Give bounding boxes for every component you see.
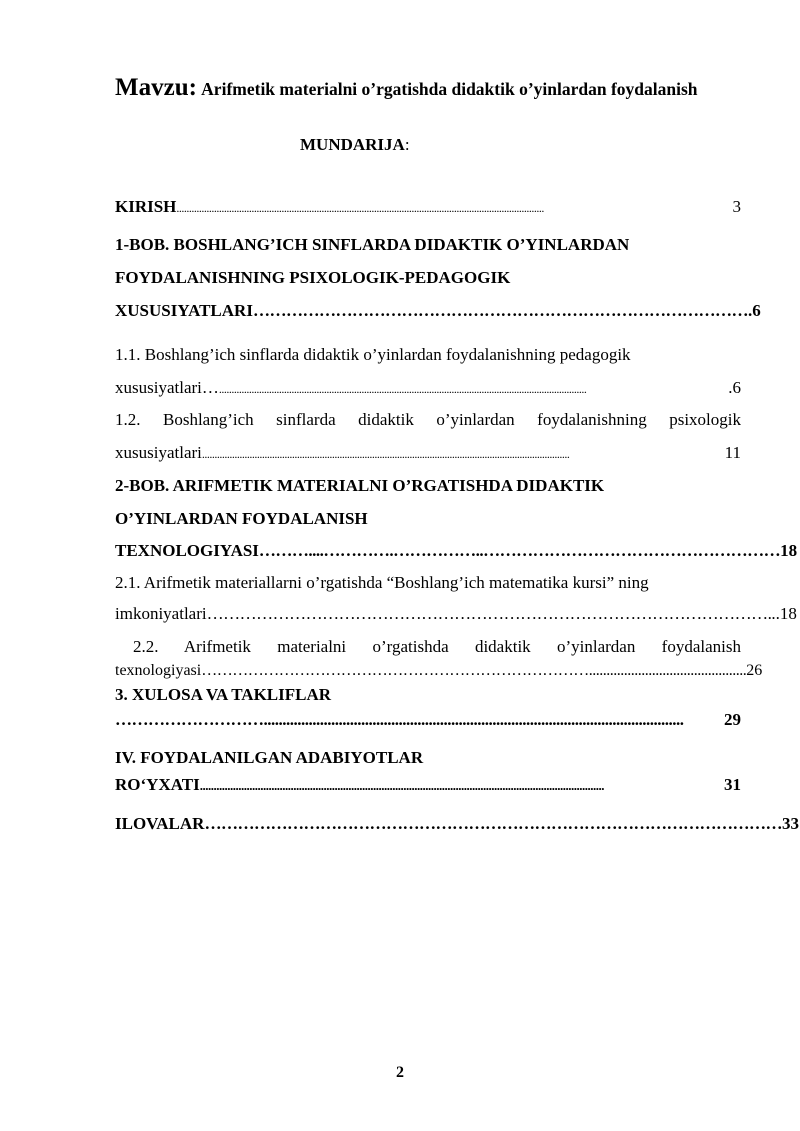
toc-ch1-page: .6 <box>747 301 761 320</box>
toc-entry-ch2 <box>115 541 798 561</box>
toc-s12-page: 11 <box>724 443 741 462</box>
toc-s11-line2: xususiyatlari… <box>115 378 219 397</box>
toc-s12-line2: xususiyatlari <box>115 443 202 462</box>
toc-entry-s11 <box>115 378 741 399</box>
topic-title: Arifmetik materialni o’rgatishda didaktik o’yinlardan foydalanish <box>201 79 698 99</box>
toc-entry-appendix <box>115 814 799 834</box>
toc-ch3-line1: 3. XULOSA VA TAKLIFLAR <box>115 685 332 704</box>
toc-s22-line2: texnologiyasi <box>115 662 202 679</box>
toc-s22-leader: …………………………………………………………………............................................. <box>201 662 747 679</box>
toc-s21-line1: 2.1. Arifmetik materiallarni o’rgatishda “Boshlang’ich matematika kursi” ning <box>115 573 649 592</box>
toc-entry-s21 <box>115 604 797 624</box>
toc-ch1-line2: FOYDALANISHNING PSIXOLOGIK-PEDAGOGIK <box>115 268 511 287</box>
toc-entry-ch3 <box>115 710 741 730</box>
toc-ch2-leader: ………....………….……………..……………………………………………… <box>258 541 781 560</box>
toc-s12-line1: 1.2. Boshlang’ich sinflarda didaktik o’yinlardan foydalanishning psixologik <box>115 410 741 429</box>
toc-s21-leader: …………………………………………………………………………………………. <box>206 604 772 623</box>
toc-ch1-line3: XUSUSIYATLARI <box>115 301 253 320</box>
toc-s21-page: ..18 <box>771 604 797 623</box>
page-number: 2 <box>396 1064 404 1081</box>
toc-ch2-line3: TEXNOLOGIYASI <box>115 541 259 560</box>
toc-intro-page: 3 <box>732 197 741 216</box>
toc-entry-ch4 <box>115 775 741 796</box>
toc-appendix-title: ILOVALAR <box>115 814 205 833</box>
toc-s11-page: .6 <box>728 378 741 397</box>
toc-entry-ch1 <box>115 301 761 321</box>
toc-s22-line1: 2.2. Arifmetik materialni o’rgatishda didaktik o’yinlardan foydalanish <box>133 637 741 656</box>
toc-appendix-page: 33 <box>781 814 799 833</box>
toc-ch4-page: 31 <box>724 775 741 794</box>
toc-entry-s22 <box>115 661 763 681</box>
toc-ch3-page: 29 <box>724 710 741 729</box>
toc-entry-intro <box>115 197 741 218</box>
toc-s11-line1: 1.1. Boshlang’ich sinflarda didaktik o’yinlardan foydalanishning pedagogik <box>115 345 631 364</box>
contents-heading <box>300 135 410 155</box>
toc-intro-title: KIRISH <box>115 197 177 216</box>
toc-ch1-line1: 1-BOB. BOSHLANG’ICH SINFLARDA DIDAKTIK O’YINLARDAN <box>115 235 630 254</box>
toc-s12-leader: ................................................................................................................................................... <box>201 447 570 461</box>
topic-line <box>115 74 698 101</box>
toc-entry-s12 <box>115 443 741 464</box>
contents-heading-text: MUNDARIJA <box>300 135 405 154</box>
topic-label: Mavzu: <box>115 74 197 101</box>
toc-appendix-leader: …………………………………………………………………………………………… <box>204 814 782 833</box>
toc-s11-leader: ................................................................................................................................................... <box>218 382 587 396</box>
toc-intro-leader: ................................................................................................................................................... <box>176 201 544 215</box>
toc-ch1-leader: ……………………………………………………………………………… <box>252 301 748 320</box>
toc-s21-line2: imkoniyatlari <box>115 604 207 623</box>
toc-s22-page: 26 <box>746 662 763 679</box>
toc-ch3-leader: ………………………................................................................................................................ <box>115 710 684 729</box>
toc-ch4-line2: RO‘YXATI <box>115 775 200 794</box>
toc-ch4-leader: ................................................................................................................................................... <box>199 778 604 793</box>
toc-ch2-page: 18 <box>780 541 798 560</box>
toc-ch2-line2: O’YINLARDAN FOYDALANISH <box>115 509 368 528</box>
toc-ch4-line1: IV. FOYDALANILGAN ADABIYOTLAR <box>115 748 424 767</box>
toc-ch2-line1: 2-BOB. ARIFMETIK MATERIALNI O’RGATISHDA DIDAKTIK <box>115 476 605 495</box>
contents-heading-colon: : <box>404 135 410 154</box>
